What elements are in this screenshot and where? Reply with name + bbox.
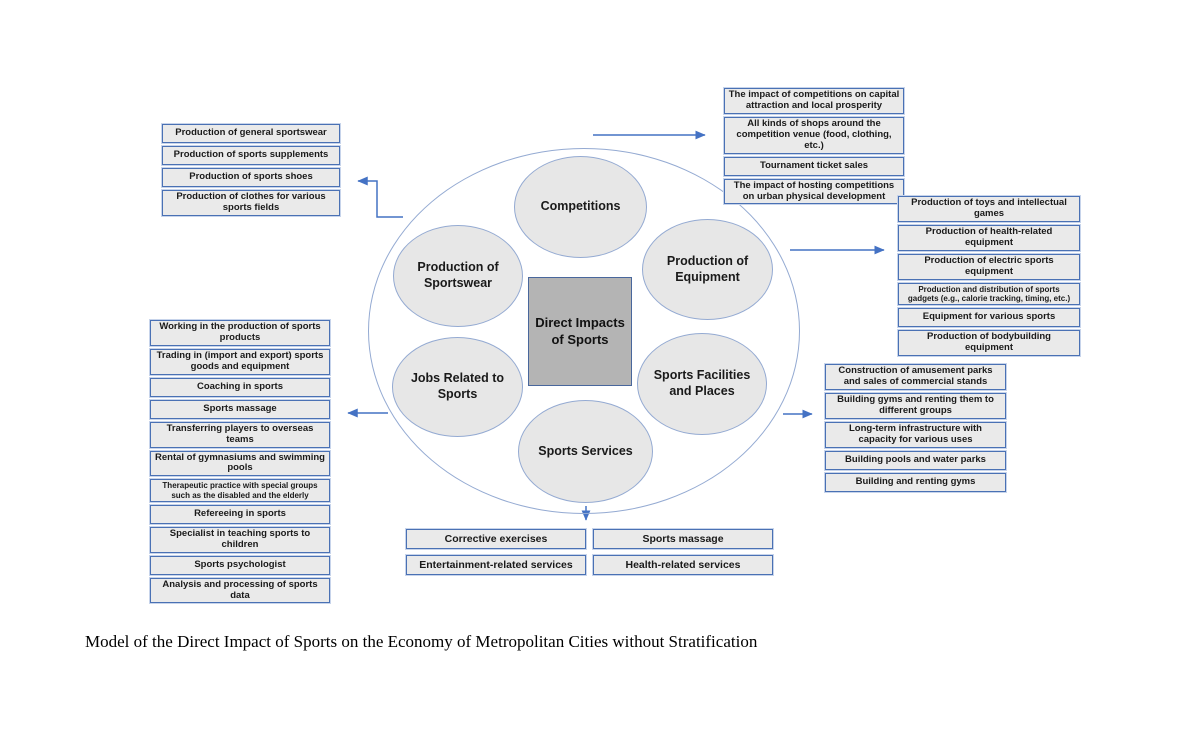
jobs-item-box: Sports massage — [150, 400, 330, 419]
sportswear-item-box: Production of sports shoes — [162, 168, 340, 187]
equipment-item-box: Production of electric sports equipment — [898, 254, 1080, 280]
jobs-item-box: Working in the production of sports products — [150, 320, 330, 346]
jobs-item-list — [150, 320, 330, 603]
competitions-item-box: The impact of competitions on capital attraction and local prosperity — [724, 88, 904, 114]
sportswear-item-box: Production of clothes for various sports fields — [162, 190, 340, 216]
hub-label: Direct Impacts of Sports — [535, 314, 625, 347]
services-item-box: Sports massage — [593, 529, 773, 549]
equipment-item-list — [898, 196, 1080, 356]
circle-competitions-label: Competitions — [540, 199, 621, 214]
equipment-item-box: Equipment for various sports — [898, 308, 1080, 327]
jobs-item-box: Transferring players to overseas teams — [150, 422, 330, 448]
facilities-item-box: Building gyms and renting them to different groups — [825, 393, 1006, 419]
equipment-item-box: Production of toys and intellectual games — [898, 196, 1080, 222]
sportswear-item-list — [162, 124, 340, 216]
jobs-item-box: Refereeing in sports — [150, 505, 330, 524]
facilities-item-box: Building and renting gyms — [825, 473, 1006, 492]
arrow-to-sportswear-list — [358, 181, 403, 217]
equipment-item-box: Production of health-related equipment — [898, 225, 1080, 251]
figure-caption: Model of the Direct Impact of Sports on the Economy of Metropolitan Cities without Stratification — [85, 632, 758, 651]
circle-sports-services-label: Sports Services — [538, 443, 633, 458]
jobs-item-box: Rental of gymnasiums and swimming pools — [150, 451, 330, 477]
facilities-item-list — [825, 364, 1006, 492]
equipment-item-box: Production of bodybuilding equipment — [898, 330, 1080, 356]
circle-production-of-sportswear-label: Production of Sportswear — [417, 260, 499, 290]
circle-production-of-equipment-label: Production of Equipment — [666, 253, 749, 284]
facilities-item-box: Construction of amusement parks and sales of commercial stands — [825, 364, 1006, 390]
circle-sports-services — [518, 400, 653, 503]
jobs-item-box: Analysis and processing of sports data — [150, 578, 330, 604]
hub-direct-impacts-box — [528, 277, 632, 386]
competitions-item-box: Tournament ticket sales — [724, 157, 904, 176]
jobs-item-box: Trading in (import and export) sports goods and equipment — [150, 349, 330, 375]
sportswear-item-box: Production of general sportswear — [162, 124, 340, 143]
services-item-box: Corrective exercises — [406, 529, 586, 549]
circle-jobs-related-to-sports-label: Jobs Related to Sports — [410, 371, 505, 401]
jobs-item-box: Therapeutic practice with special groups such as the disabled and the elderly — [150, 479, 330, 501]
facilities-item-box: Long-term infrastructure with capacity for various uses — [825, 422, 1006, 448]
competitions-item-box: All kinds of shops around the competition venue (food, clothing, etc.) — [724, 117, 904, 154]
circle-sports-facilities-and-places-label: Sports Facilities and Places — [653, 368, 751, 398]
jobs-item-box: Specialist in teaching sports to children — [150, 527, 330, 553]
circle-production-of-equipment — [642, 219, 773, 320]
competitions-item-list — [724, 88, 904, 204]
circle-competitions — [514, 156, 647, 258]
jobs-item-box: Sports psychologist — [150, 556, 330, 575]
services-item-list-right — [593, 529, 773, 575]
circle-production-of-sportswear — [393, 225, 523, 327]
equipment-item-box: Production and distribution of sports gadgets (e.g., calorie tracking, timing, etc.) — [898, 283, 1080, 305]
jobs-item-box: Coaching in sports — [150, 378, 330, 397]
services-item-box: Entertainment-related services — [406, 555, 586, 575]
circle-sports-facilities-and-places — [637, 333, 767, 435]
facilities-item-box: Building pools and water parks — [825, 451, 1006, 470]
sportswear-item-box: Production of sports supplements — [162, 146, 340, 165]
services-item-box: Health-related services — [593, 555, 773, 575]
circle-jobs-related-to-sports — [392, 337, 523, 437]
services-item-list-left — [406, 529, 586, 575]
competitions-item-box: The impact of hosting competitions on urban physical development — [724, 179, 904, 205]
